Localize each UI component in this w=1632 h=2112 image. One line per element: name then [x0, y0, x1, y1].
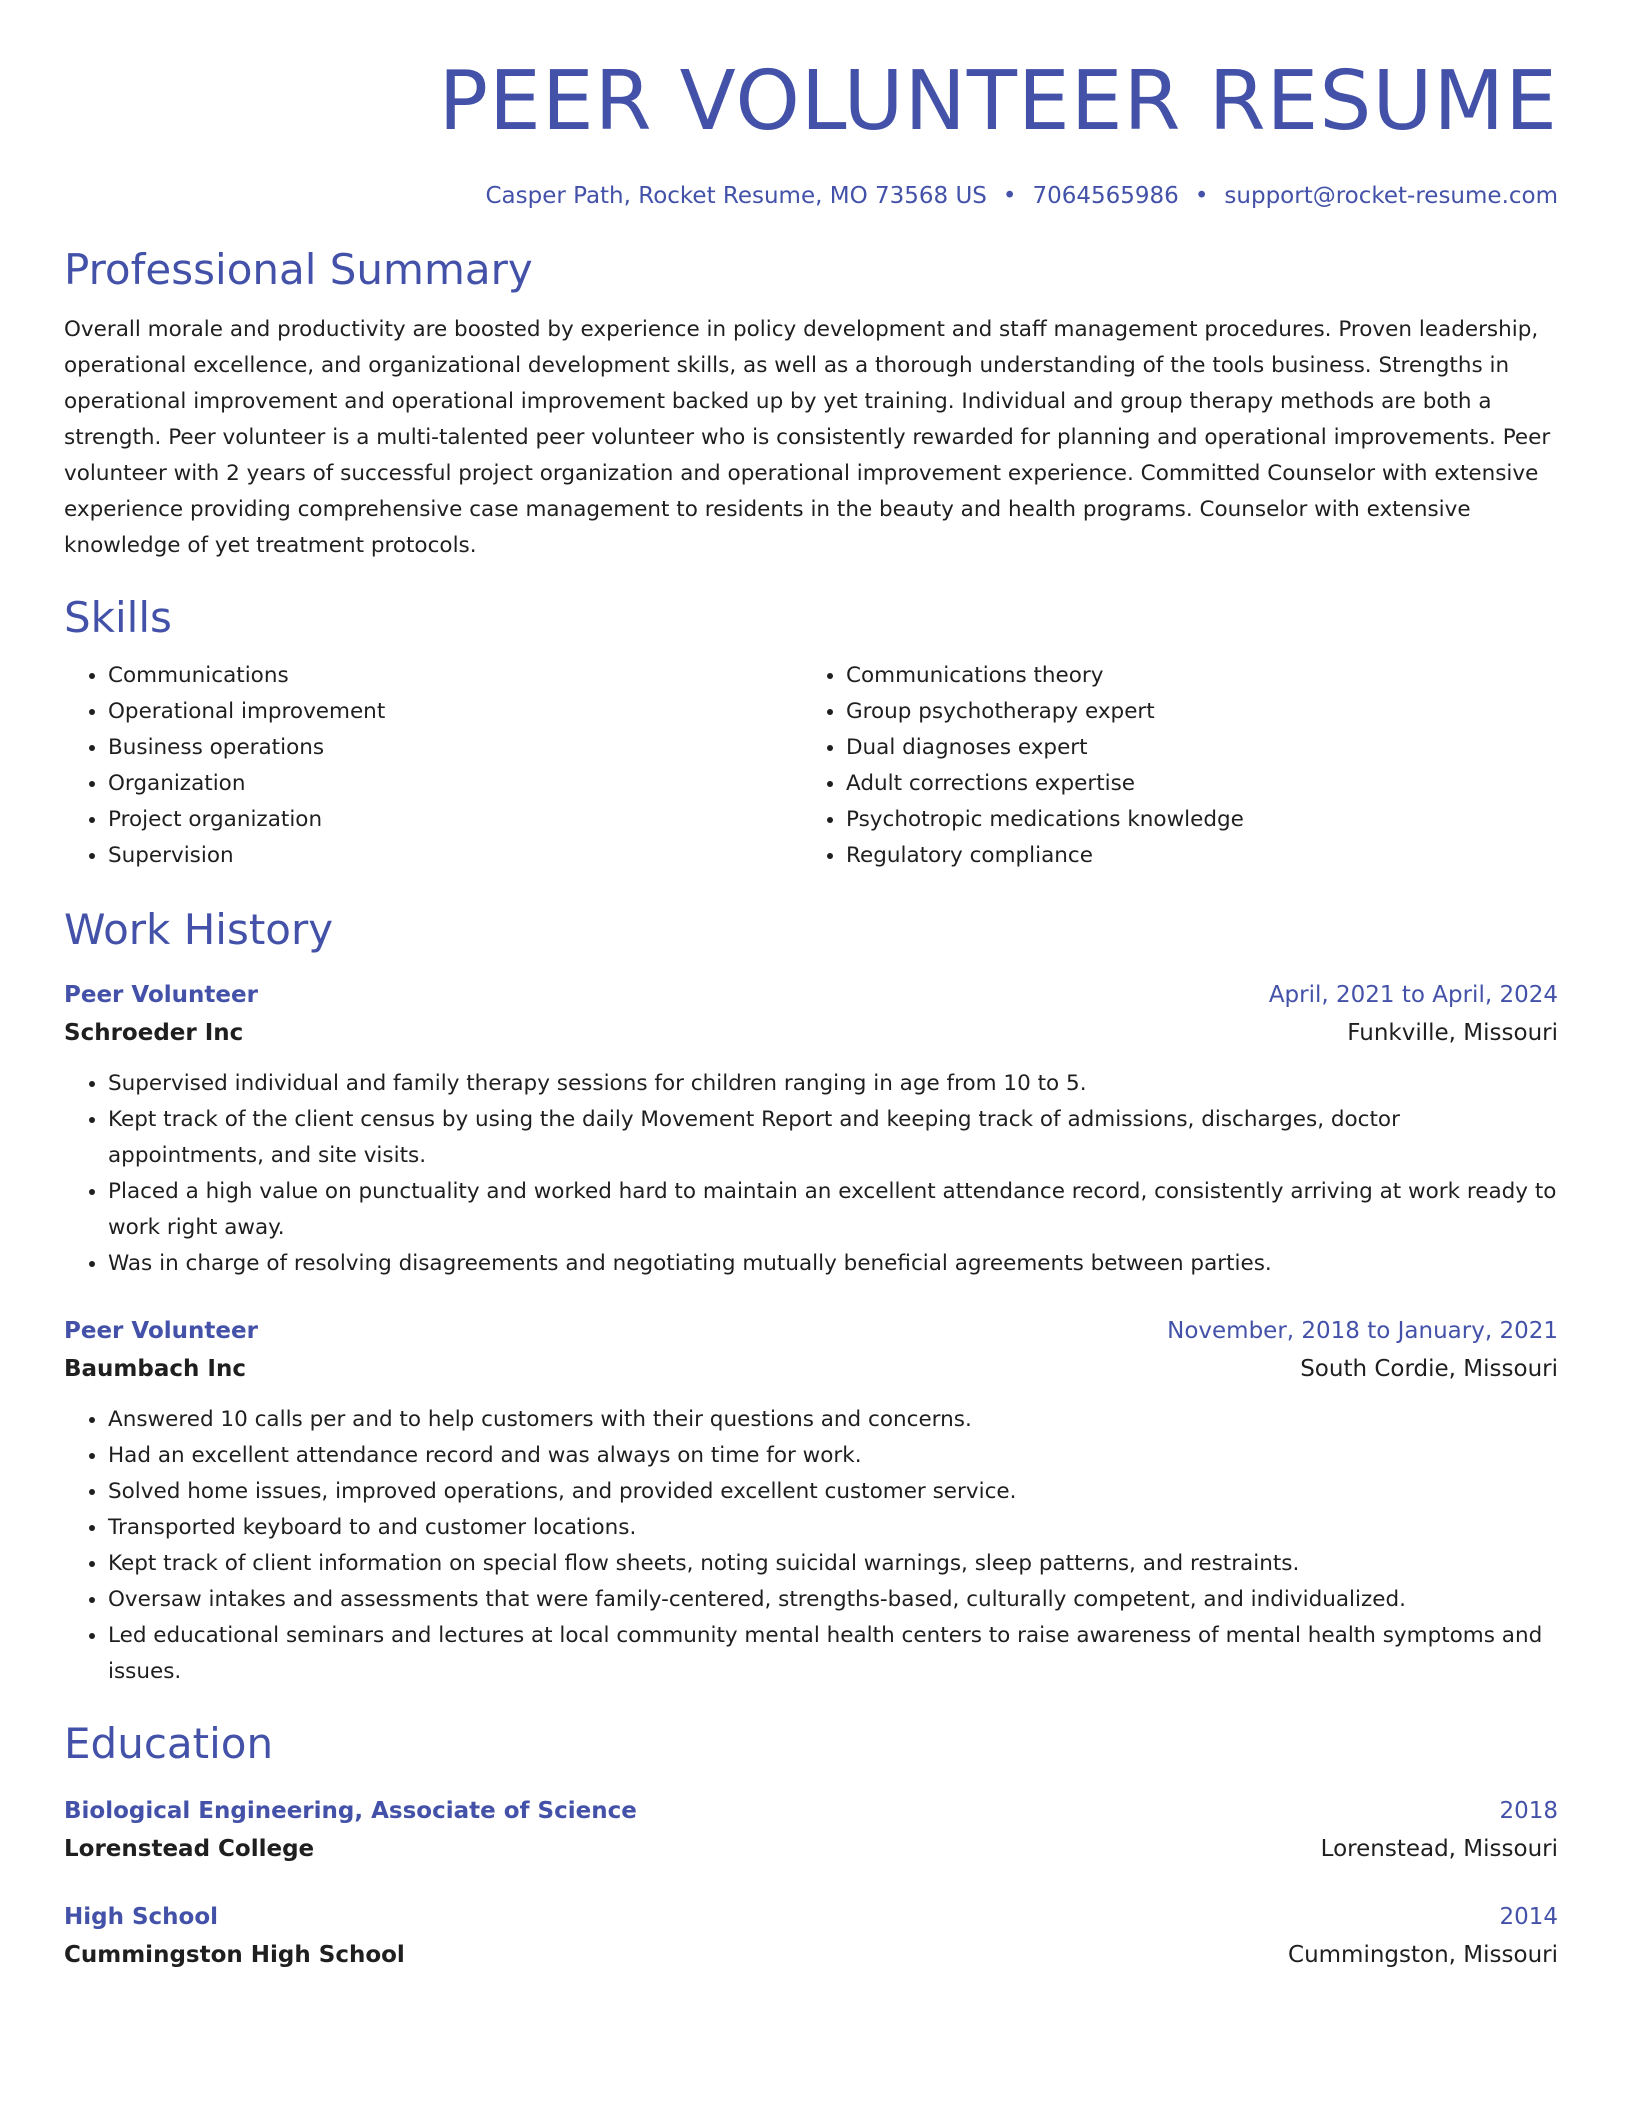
skill-item: • Communications [108, 658, 802, 694]
skill-item: • Regulatory compliance [846, 838, 1540, 874]
job-duties [64, 1402, 1558, 1690]
job-location: Funkville, Missouri [1347, 1020, 1558, 1046]
address-text: Casper Path, Rocket Resume, MO 73568 US [485, 183, 987, 209]
skill-item: • Project organization [108, 802, 802, 838]
skill-item: • Dual diagnoses expert [846, 730, 1540, 766]
education-subheader [64, 1936, 1558, 1974]
skills-heading: Skills [64, 593, 172, 642]
school-name: Lorenstead College [64, 1836, 315, 1862]
skill-item: • Organization [108, 766, 802, 802]
education-header [64, 1792, 1558, 1830]
job-dates: April, 2021 to April, 2024 [1268, 982, 1558, 1008]
education-heading: Education [64, 1719, 274, 1768]
job-header [64, 1312, 1558, 1350]
skill-item: • Group psychotherapy expert [846, 694, 1540, 730]
job-duties [64, 1066, 1558, 1282]
skill-item: • Psychotropic medications knowledge [846, 802, 1540, 838]
duty-item: • Had an excellent attendance record and was always on time for work. [108, 1438, 1558, 1474]
education-header [64, 1898, 1558, 1936]
contact-line [64, 180, 1558, 212]
skill-item: • Supervision [108, 838, 802, 874]
contact-separator: • [1194, 183, 1209, 209]
job-entry [64, 976, 1558, 1282]
job-title: Peer Volunteer [64, 1318, 258, 1344]
summary-text: Overall morale and productivity are boosted by experience in policy development and staff management procedures. Proven leadership, operational excellence, and organizational development skills, as well as a thorough understanding of the tools business. Strengths in operational improvement and operational improvement backed up by yet training. Individual and group therapy methods are both a strength. Peer volunteer is a multi-talented peer volunteer who is consistently rewarded for planning and operational improvements. Peer volunteer with 2 years of successful project organization and operational improvement experience. Committed Counselor with extensive experience providing comprehensive case management to residents in the beauty and health programs. Counselor with extensive knowledge of yet treatment protocols. [64, 317, 1551, 558]
education-entry [64, 1792, 1558, 1868]
phone-text: 7064565986 [1032, 183, 1179, 209]
duty-item: • Supervised individual and family therapy sessions for children ranging in age from 10 to 5. [108, 1066, 1558, 1102]
job-subheader [64, 1350, 1558, 1388]
school-location: Cummingston, Missouri [1288, 1942, 1558, 1968]
work-history-heading: Work History [64, 905, 334, 954]
job-subheader [64, 1014, 1558, 1052]
school-location: Lorenstead, Missouri [1320, 1836, 1558, 1862]
duty-item: • Kept track of client information on special flow sheets, noting suicidal warnings, sleep patterns, and restraints. [108, 1546, 1558, 1582]
degree-title: Biological Engineering, Associate of Science [64, 1798, 637, 1824]
company-name: Schroeder Inc [64, 1020, 244, 1046]
education-entry [64, 1898, 1558, 1974]
skills-column-right [802, 658, 1540, 874]
duty-item: • Transported keyboard to and customer locations. [108, 1510, 1558, 1546]
job-entry [64, 1312, 1558, 1690]
duty-item: • Answered 10 calls per and to help customers with their questions and concerns. [108, 1402, 1558, 1438]
school-name: Cummingston High School [64, 1942, 405, 1968]
company-name: Baumbach Inc [64, 1356, 246, 1382]
contact-separator: • [1002, 183, 1017, 209]
skill-item: • Operational improvement [108, 694, 802, 730]
job-location: South Cordie, Missouri [1300, 1356, 1558, 1382]
duty-item: • Kept track of the client census by using the daily Movement Report and keeping track of admissions, discharges, doctor appointments, and site visits. [108, 1102, 1558, 1174]
job-header [64, 976, 1558, 1014]
degree-title: High School [64, 1904, 219, 1930]
email-link[interactable]: support@rocket-resume.com [1224, 183, 1558, 209]
graduation-year: 2018 [1499, 1798, 1558, 1824]
duty-item: • Oversaw intakes and assessments that were family-centered, strengths-based, culturally competent, and individualized. [108, 1582, 1558, 1618]
duty-item: • Placed a high value on punctuality and worked hard to maintain an excellent attendance record, consistently arriving at work ready to work right away. [108, 1174, 1558, 1246]
skills-column-left [64, 658, 802, 874]
duty-item: • Led educational seminars and lectures at local community mental health centers to raise awareness of mental health symptoms and issues. [108, 1618, 1558, 1690]
duty-item: • Solved home issues, improved operations, and provided excellent customer service. [108, 1474, 1558, 1510]
skills-list [64, 658, 1558, 874]
summary-heading: Professional Summary [64, 245, 533, 294]
skill-item: • Adult corrections expertise [846, 766, 1540, 802]
resume-title: PEER VOLUNTEER RESUME [438, 54, 1558, 149]
resume-page [64, 52, 1558, 1974]
job-dates: November, 2018 to January, 2021 [1167, 1318, 1558, 1344]
skill-item: • Communications theory [846, 658, 1540, 694]
job-title: Peer Volunteer [64, 982, 258, 1008]
duty-item: • Was in charge of resolving disagreements and negotiating mutually beneficial agreements between parties. [108, 1246, 1558, 1282]
education-subheader [64, 1830, 1558, 1868]
skill-item: • Business operations [108, 730, 802, 766]
graduation-year: 2014 [1499, 1904, 1558, 1930]
